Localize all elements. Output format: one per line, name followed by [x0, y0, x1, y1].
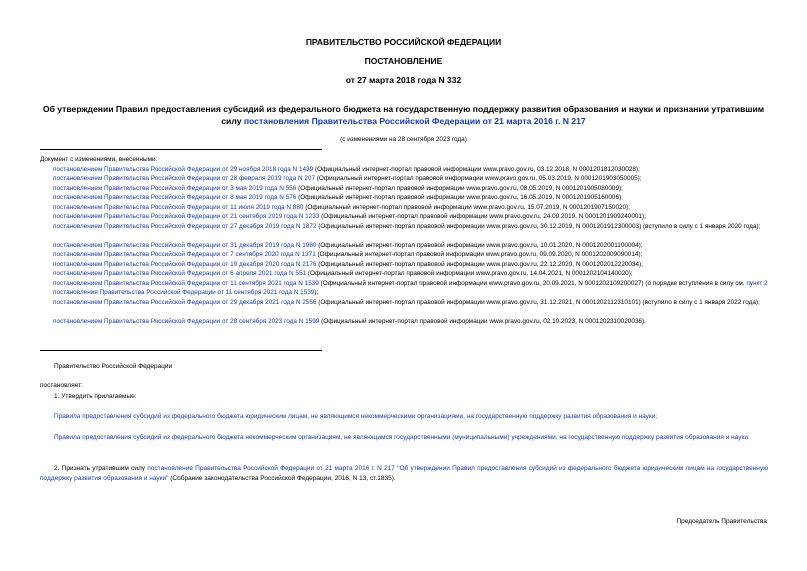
amendment-source: (Официальный интернет-портал правовой информации www.pravo.gov.ru, 24.09.2019, N 0001201909240001); [319, 213, 646, 220]
amendment-link[interactable]: постановлением Правительства Российской Федерации от 3 мая 2019 года N 556 [53, 184, 297, 192]
amendment-link[interactable]: постановлением Правительства Российской Федерации от 11 сентября 2021 года N 1539 [53, 279, 319, 287]
list-item [40, 241, 781, 251]
issuing-authority: ПРАВИТЕЛЬСТВО РОССИЙСКОЙ ФЕДЕРАЦИИ [305, 37, 502, 47]
amendment-source: (Официальный интернет-портал правовой информации www.pravo.gov.ru, 05.03.2019, N 0001201903050005); [315, 175, 642, 182]
list-item [40, 165, 781, 175]
amendment-source: (Официальный интернет-портал правовой информации www.pravo.gov.ru, 22.12.2020, N 0001202012220034); [316, 260, 644, 268]
amendment-link[interactable]: постановлением Правительства Российской Федерации от 7 сентября 2020 года N 1371 [53, 251, 316, 258]
list-item [40, 260, 781, 270]
amendment-source: (Официальный интернет-портал правовой информации www.pravo.gov.ru, 15.07.2019, N 0001201907150020); [303, 203, 631, 211]
list-item [40, 269, 781, 279]
top-divider [40, 149, 322, 150]
amendment-source: (Официальный интернет-портал правовой информации www.pravo.gov.ru, 09.09.2020, N 0001202009090014); [315, 251, 643, 258]
list-item [40, 184, 781, 194]
title-repealed-act-link[interactable]: постановления Правительства Российской Федерации от 21 марта 2016 г. N 217 [243, 116, 586, 126]
entry-into-force-link[interactable]: пункт 2 постановления Правительства Российской Федерации от 11 сентября 2021 года N 1539 [53, 279, 768, 296]
amendments-intro: Документ с изменениями, внесенными: [40, 156, 158, 163]
paragraph-2 [40, 464, 768, 484]
list-item [40, 174, 781, 184]
amendment-link[interactable]: постановлением Правительства Российской Федерации от 8 мая 2019 года N 576 [53, 194, 297, 201]
list-item [40, 222, 781, 232]
amendment-link[interactable]: постановлением Правительства Российской Федерации от 31 декабря 2019 года N 1960 [53, 241, 317, 249]
amendment-link[interactable]: постановлением Правительства Российской Федерации от 28 февраля 2019 года N 207 [53, 175, 316, 182]
amendment-source: (Официальный интернет-портал правовой информации www.pravo.gov.ru, 08.05.2019, N 0001201905080009); [296, 184, 623, 192]
amendment-source: (Официальный интернет-портал правовой информации www.pravo.gov.ru, 10.01.2020, N 0001202001100004); [316, 241, 643, 249]
amendment-source: (Официальный интернет-портал правовой информации www.pravo.gov.ru, 31.12.2021, N 0001202112310101) (вступило в силу с 1 января 2022 года); [316, 298, 760, 306]
amendment-source: (Официальный интернет-портал правовой информации www.pravo.gov.ru, 30.12.2019, N 0001201912300003) (вступило в силу с 1 января 2020 года); [316, 222, 761, 230]
edition-note: (с изменениями на 28 сентября 2023 года) [340, 136, 467, 143]
amendment-source: (Официальный интернет-портал правовой информации www.pravo.gov.ru, 16.05.2019, N 0001201905160006); [296, 194, 623, 201]
amendment-source: (Официальный интернет-портал правовой информации www.pravo.gov.ru, 02.10.2023, N 0001202310020036). [319, 317, 646, 325]
list-item [40, 212, 781, 222]
amendment-source: (Официальный интернет-портал правовой информации www.pravo.gov.ru, 20.09.2021, N 0001202109200027) (о порядке вступления в силу см. [318, 279, 747, 287]
document-type: ПОСТАНОВЛЕНИЕ [364, 56, 443, 66]
bottom-divider [40, 350, 322, 351]
paragraph-2-suffix: (Собрание законодательства Российской Федерации, 2016, N 13, ст.1835). [168, 475, 396, 482]
list-item [40, 279, 781, 298]
amendment-link[interactable]: постановлением Правительства Российской Федерации от 19 декабря 2020 года N 2176 [53, 260, 317, 268]
resolves-line: постановляет: [40, 382, 83, 389]
approved-rules-a [40, 412, 768, 422]
document-title [40, 103, 767, 127]
title-text: Об утверждении Правил предоставления субсидий из федерального бюджета на государственную поддержку развития образования и науки и признании утратившим силу [42, 104, 765, 126]
approved-rules-b [40, 433, 768, 443]
list-item [40, 250, 781, 260]
amendment-link[interactable]: постановлением Правительства Российской Федерации от 27 декабря 2019 года N 1872 [53, 222, 317, 230]
amendment-source: (Официальный интернет-портал правовой информации www.pravo.gov.ru, 14.04.2021, N 0001202104140020); [306, 270, 633, 277]
amendment-source: (Официальный интернет-портал правовой информации www.pravo.gov.ru, 03.12.2018, N 0001201812030028); [313, 165, 640, 173]
rules-b-link[interactable]: Правила предоставления субсидий из федерального бюджета некоммерческим организациям, не являющимся государственными (муниципальными) учреждениями, на государственную поддержку развития образования и науки. [54, 434, 750, 441]
amendment-link[interactable]: постановлением Правительства Российской Федерации от 29 ноября 2018 года N 1439 [53, 165, 314, 173]
government-line: Правительство Российской Федерации [54, 363, 173, 370]
repealed-act-link[interactable]: постановление Правительства Российской Федерации от 21 марта 2016 г. N 217 "Об утверждении Правил предоставления субсидий из федерального бюджета юридическим лицам на государственную поддержку развития образования и науки" [40, 465, 768, 482]
rules-a-link[interactable]: Правила предоставления субсидий из федерального бюджета юридическим лицам, не являющимся некоммерческими организациями, на государственную поддержку развития образования и науки; [54, 413, 658, 420]
amendment-link[interactable]: постановлением Правительства Российской Федерации от 6 апреля 2021 года N 551 [53, 270, 307, 277]
list-item [40, 193, 781, 203]
list-item [40, 317, 781, 327]
signature-title: Председатель Правительства [676, 518, 767, 525]
amendment-source-end: ); [314, 289, 319, 296]
amendment-link[interactable]: постановлением Правительства Российской Федерации от 29 декабря 2021 года N 2556 [53, 298, 317, 306]
document-date-number: от 27 марта 2018 года N 332 [345, 75, 462, 85]
list-item [40, 203, 781, 213]
amendment-link[interactable]: постановлением Правительства Российской Федерации от 11 июля 2019 года N 880 [53, 203, 304, 211]
paragraph-2-prefix: 2. Признать утратившим силу [54, 465, 148, 472]
list-item [40, 298, 781, 308]
paragraph-1: 1. Утвердить прилагаемые: [54, 393, 137, 400]
amendment-link[interactable]: постановлением Правительства Российской Федерации от 28 сентября 2023 года N 1599 [53, 317, 320, 325]
amendment-link[interactable]: постановлением Правительства Российской Федерации от 21 сентября 2019 года N 1233 [53, 213, 320, 220]
